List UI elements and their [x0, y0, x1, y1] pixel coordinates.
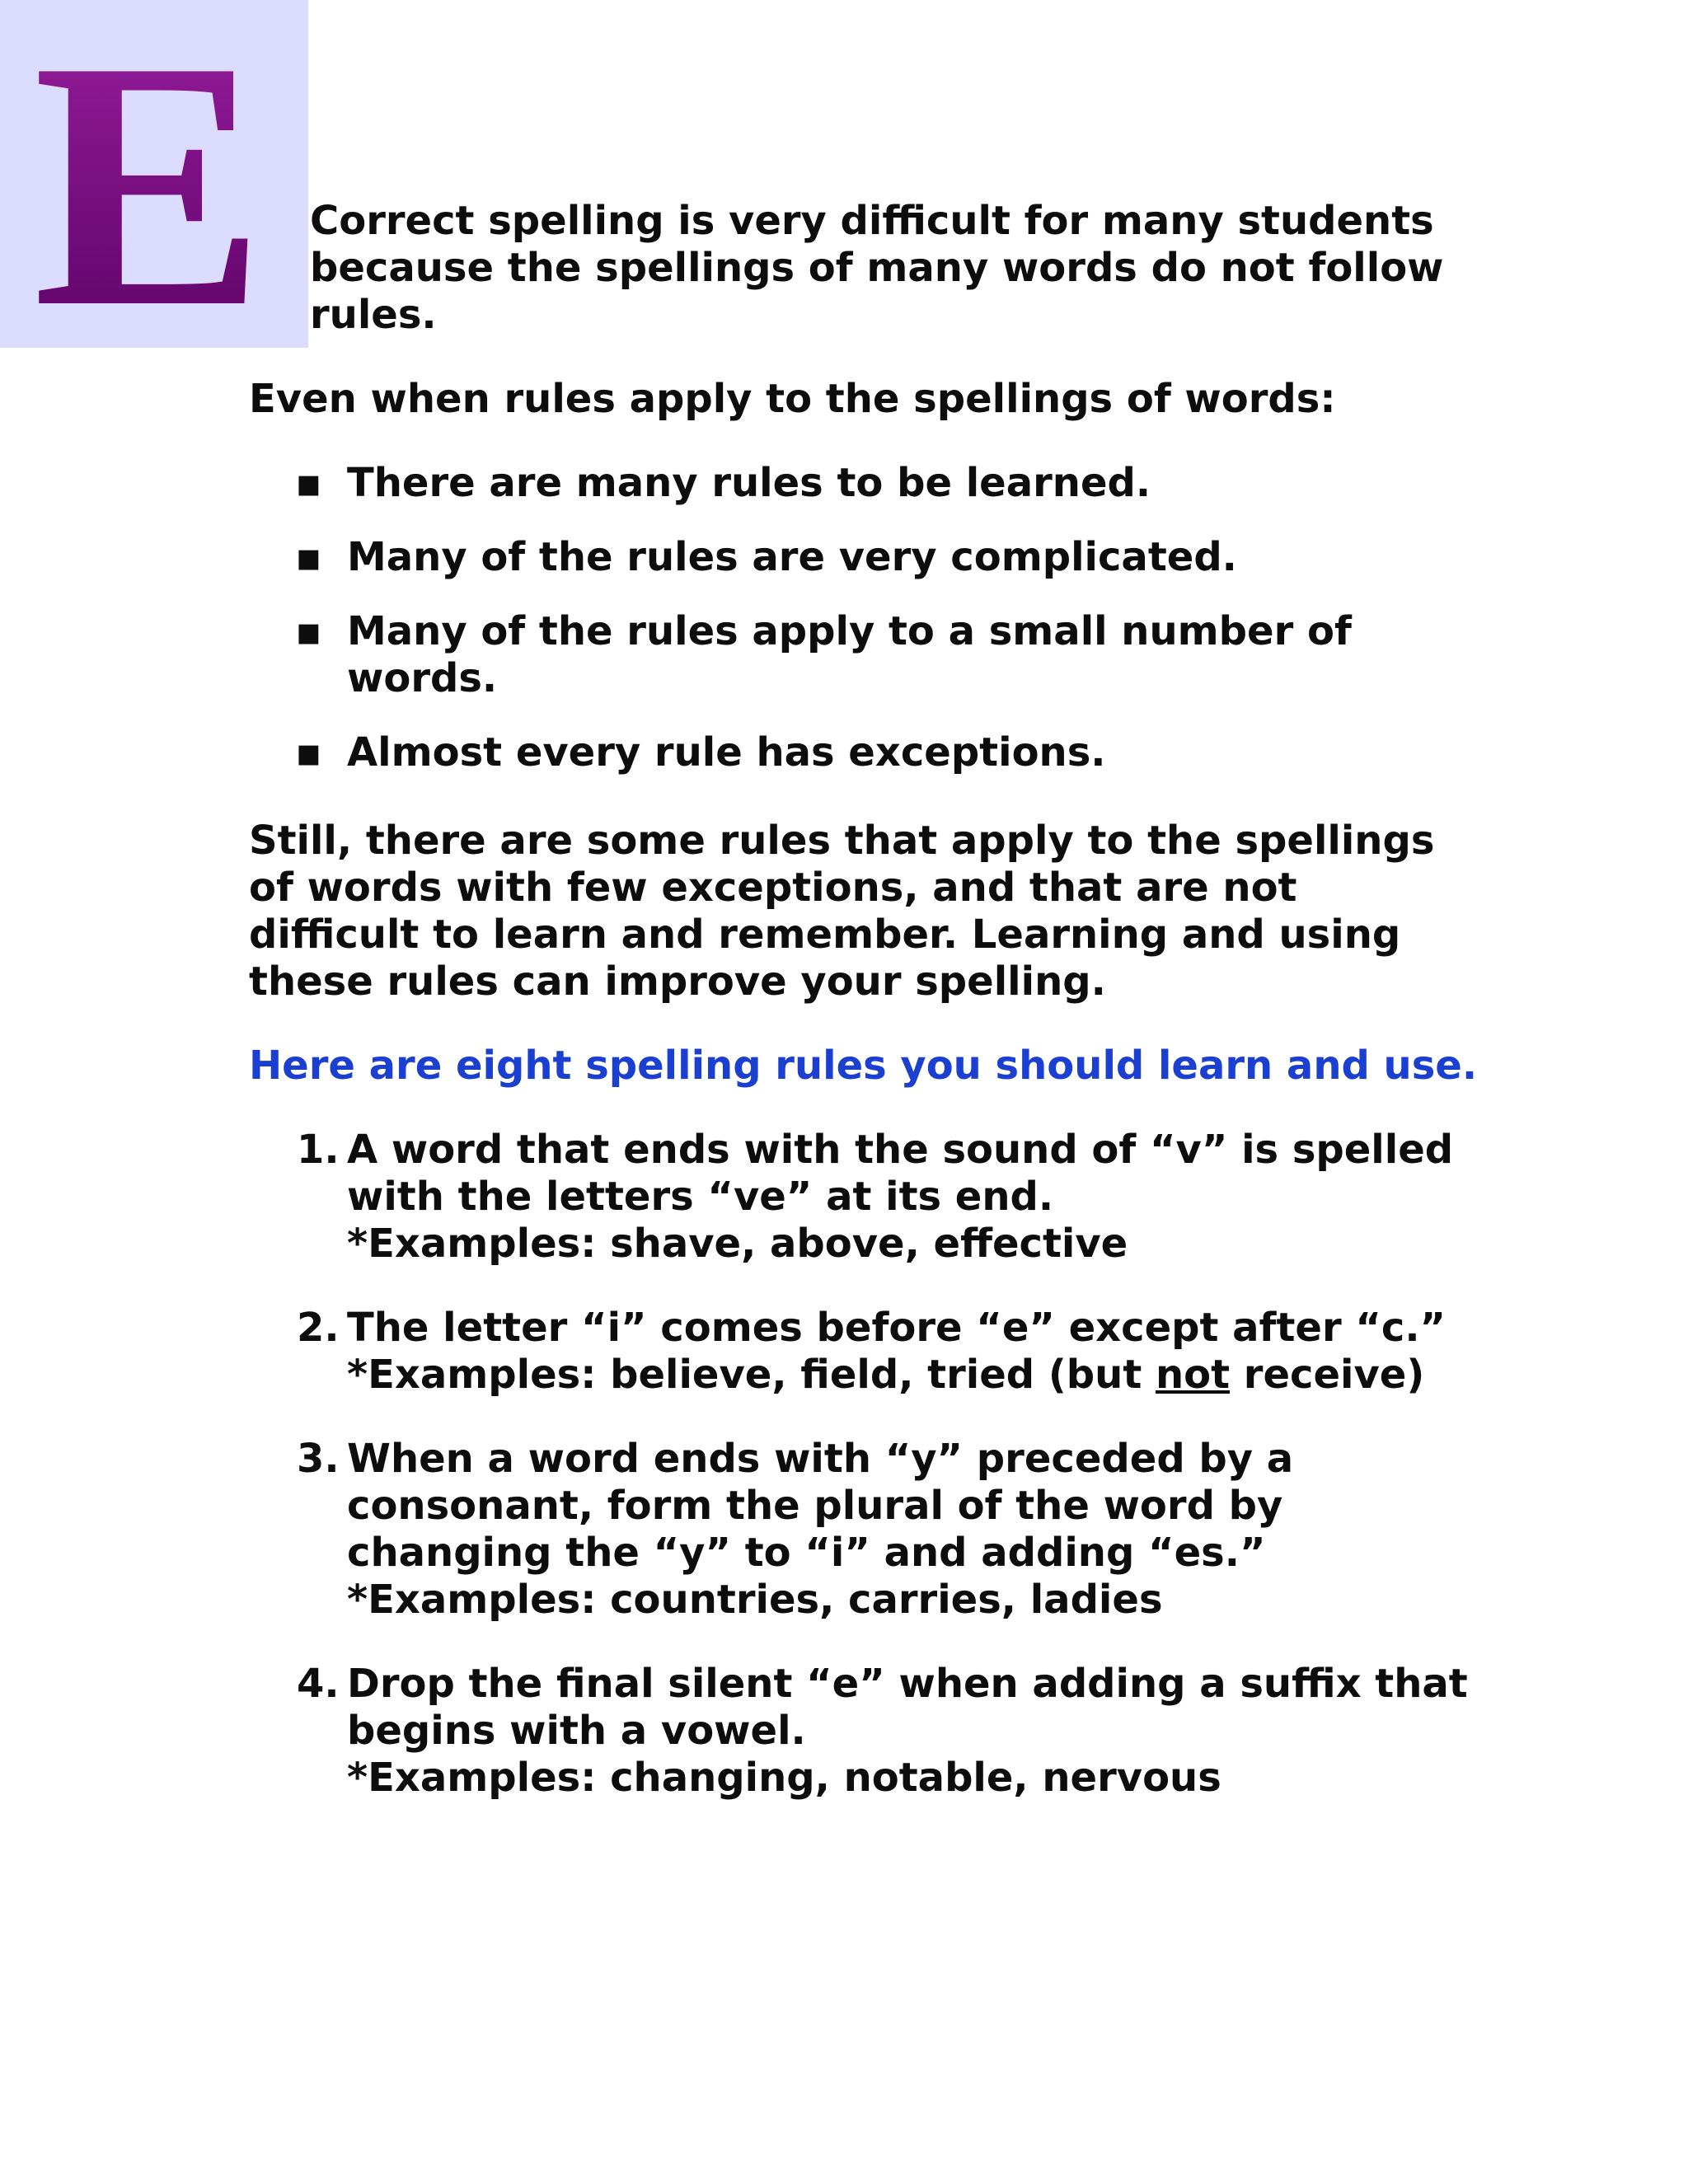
rule-examples: *Examples: changing, notable, nervous	[347, 1755, 1221, 1801]
difficulty-list	[249, 460, 1485, 804]
list-item-text: Many of the rules are very complicated.	[347, 534, 1237, 580]
bullet-icon: ▪	[295, 534, 322, 580]
intro-line: Correct spelling is very difficult for many students	[310, 198, 1434, 244]
still-line: Still, there are some rules that apply to the spellings	[249, 818, 1435, 864]
rules-heading: Here are eight spelling rules you should learn and use.	[249, 1043, 1478, 1089]
rule-text: A word that ends with the sound of “v” is spelled	[347, 1127, 1454, 1173]
rule-text: consonant, form the plural of the word by	[347, 1483, 1283, 1529]
rule-examples-text: *Examples: believe, field, tried (but	[347, 1352, 1156, 1398]
rule-text: with the letters “ve” at its end.	[347, 1174, 1054, 1220]
list-item-text: There are many rules to be learned.	[347, 460, 1151, 506]
intro-line: rules.	[310, 292, 437, 338]
rule-item	[249, 1661, 1485, 1802]
rule-text: changing the “y” to “i” and adding “es.”	[347, 1530, 1266, 1576]
intro-paragraph	[310, 198, 1497, 339]
lead-sentence: Even when rules apply to the spellings of words:	[249, 376, 1336, 422]
still-line: of words with few exceptions, and that are not	[249, 865, 1297, 911]
rule-number: 2.	[297, 1305, 340, 1351]
rule-examples: *Examples: countries, carries, ladies	[347, 1577, 1163, 1623]
rule-examples: *Examples: shave, above, effective	[347, 1221, 1128, 1267]
list-item	[249, 534, 1485, 581]
bullet-icon: ▪	[295, 729, 322, 776]
intro-line: because the spellings of many words do not follow	[310, 245, 1444, 291]
rule-number: 4.	[297, 1661, 340, 1707]
list-item	[249, 460, 1485, 507]
rule-text: Drop the final silent “e” when adding a suffix that	[347, 1661, 1468, 1707]
rule-text: When a word ends with “y” preceded by a	[347, 1436, 1294, 1482]
bullet-icon: ▪	[295, 608, 322, 654]
rule-examples-emphasis: not	[1155, 1352, 1231, 1398]
rule-examples-text: receive)	[1230, 1352, 1425, 1398]
rule-text: The letter “i” comes before “e” except after “c.”	[347, 1305, 1447, 1351]
rule-number: 1.	[297, 1127, 340, 1173]
bullet-icon: ▪	[295, 460, 322, 506]
drop-cap-letter	[0, 0, 308, 348]
rule-item	[249, 1436, 1485, 1624]
spelling-rules-list	[249, 1127, 1485, 1839]
still-line: these rules can improve your spelling.	[249, 958, 1106, 1005]
rule-item	[249, 1127, 1485, 1268]
list-item-text: Almost every rule has exceptions.	[347, 729, 1106, 776]
still-line: difficult to learn and remember. Learning and using	[249, 912, 1401, 958]
rule-text: begins with a vowel.	[347, 1708, 806, 1754]
list-item-text: Many of the rules apply to a small number of	[347, 608, 1352, 654]
drop-cap-box	[0, 0, 308, 348]
rule-examples	[347, 1352, 1485, 1399]
list-item-text: words.	[347, 655, 498, 701]
list-item	[249, 608, 1485, 702]
still-paragraph	[249, 818, 1485, 1005]
rule-number: 3.	[297, 1436, 340, 1482]
list-item	[249, 729, 1485, 776]
rule-item	[249, 1305, 1485, 1399]
drop-cap-glyph: E	[33, 0, 265, 348]
